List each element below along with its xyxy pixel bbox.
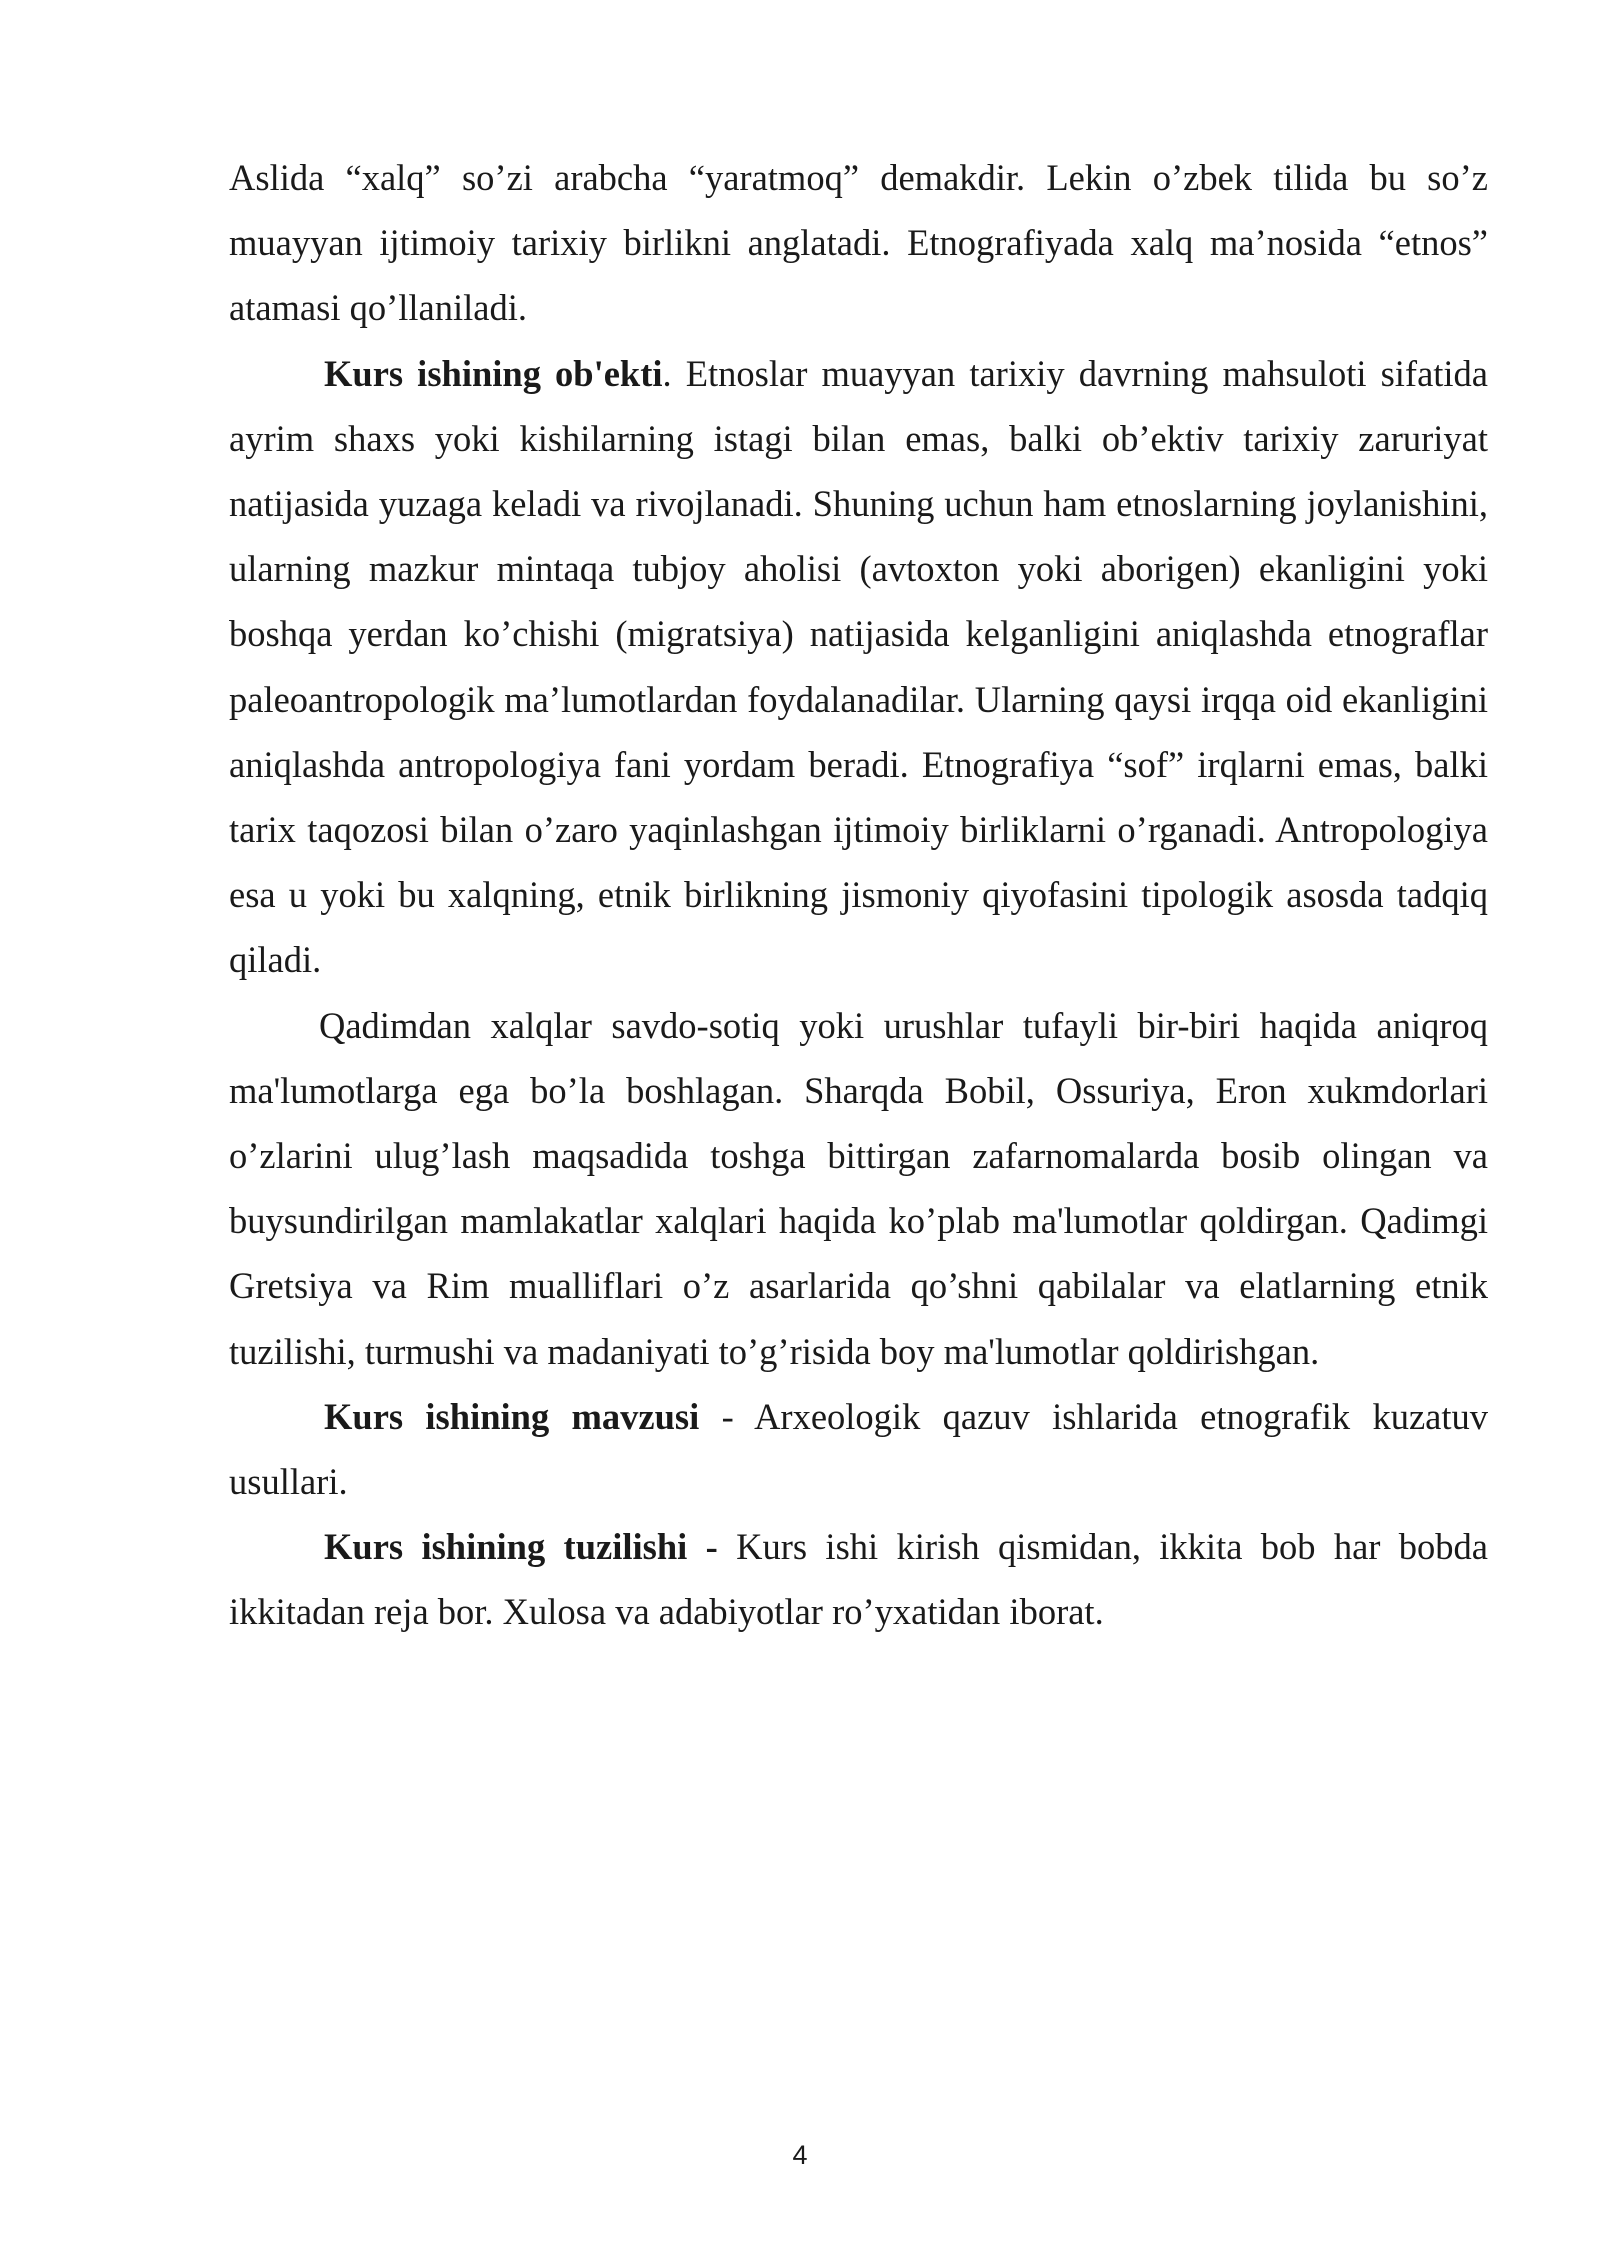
paragraph-intro — [229, 145, 1488, 341]
paragraph-history — [229, 993, 1488, 1384]
paragraph-text: Aslida “xalq” so’zi arabcha “yaratmoq” demakdir. Lekin o’zbek tilida bu so’z muayyan ijtimoiy tarixiy birlikni anglatadi. Etnografiyada xalq ma’nosida “etnos” atamasi qo’llaniladi. — [229, 157, 1488, 329]
paragraph-heading: Kurs ishining tuzilishi - — [324, 1526, 718, 1568]
paragraph-heading: Kurs ishining mavzusi — [324, 1395, 700, 1437]
paragraph-object — [229, 341, 1488, 993]
paragraph-text: Qadimdan xalqlar savdo-sotiq yoki urushlar tufayli bir-biri haqida aniqroq ma'lumotlarga ega bo’la boshlagan. Sharqda Bobil, Ossuriya, Eron xukmdorlari o’zlarini ulug’lash maqsadida toshga bittirgan zafarnomalarda bosib olingan va buysundirilgan mamlakatlar xalqlari haqida ko’plab ma'lumotlar qoldirgan. Qadimgi Gretsiya va Rim mualliflari o’z asarlarida qo’shni qabilalar va elatlarning etnik tuzilishi, turmushi va madaniyati to’g’risida boy ma'lumotlar qoldirishgan. — [229, 1004, 1488, 1372]
document-body — [229, 145, 1488, 1645]
paragraph-topic — [229, 1384, 1488, 1514]
paragraph-structure — [229, 1514, 1488, 1644]
paragraph-text: - Arxeologik qazuv ishlarida etnografik kuzatuv usullari. — [229, 1395, 1488, 1503]
paragraph-text: Kurs ishi kirish qismidan, ikkita bob har bobda ikkitadan reja bor. Xulosa va adabiyotlar ro’yxatidan iborat. — [229, 1526, 1488, 1633]
paragraph-text: . Etnoslar muayyan tarixiy davrning mahsuloti sifatida ayrim shaxs yoki kishilarning istagi bilan emas, balki ob’ektiv tarixiy zaruriyat natijasida yuzaga keladi va rivojlanadi. Shuning uchun ham etnoslarning joylanishini, ularning mazkur mintaqa tubjoy aholisi (avtoxton yoki aborigen) ekanligini yoki boshqa yerdan ko’chishi (migratsiya) natijasida kelganligini aniqlashda etnograflar paleoantropologik ma’lumotlardan foydalanadilar. Ularning qaysi irqqa oid ekanligini aniqlashda antropologiya fani yordam beradi. Etnografiya “sof” irqlarni emas, balki tarix taqozosi bilan o’zaro yaqinlashgan ijtimoiy birliklarni o’rganadi. Antropologiya esa u yoki bu xalqning, etnik birlikning jismoniy qiyofasini tipologik asosda tadqiq qiladi. — [229, 352, 1489, 981]
paragraph-heading: Kurs ishining ob'ekti — [324, 352, 663, 394]
page-number: 4 — [792, 2140, 808, 2170]
